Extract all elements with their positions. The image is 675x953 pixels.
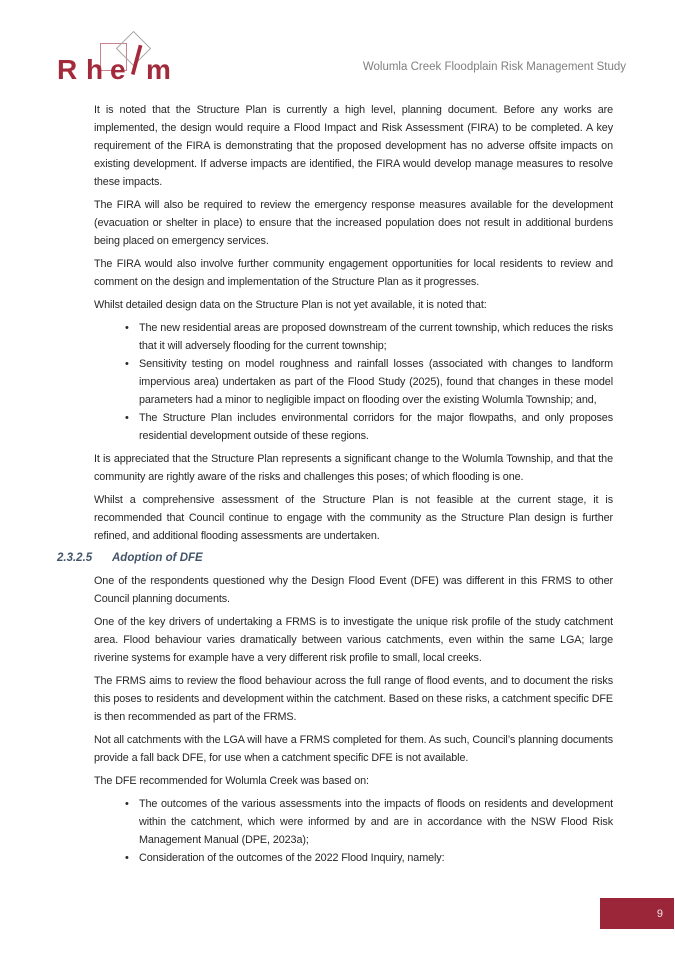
bullet-item: • Consideration of the outcomes of the 2022 Flood Inquiry, namely: [125, 849, 613, 867]
logo-letter-l: l [126, 37, 147, 85]
body-paragraph: Whilst detailed design data on the Structure Plan is not yet available, it is noted that: [94, 299, 487, 311]
body-paragraph: The FIRA would also involve further community engagement opportunities for local residents to review and comment on the design and implementation of the Structure Plan as it progresses. [94, 258, 613, 288]
section-heading-number: 2.3.2.5 [57, 552, 93, 564]
page-number-badge [600, 898, 674, 929]
bullet-item: • The Structure Plan includes environmental corridors for the major flowpaths, and only proposes residential development outside of these regions. [125, 409, 613, 445]
logo-letter-r: R [57, 54, 78, 85]
body-paragraph: The DFE recommended for Wolumla Creek was based on: [94, 775, 369, 787]
rhelm-logo [57, 30, 187, 86]
body-paragraph: One of the respondents questioned why the Design Flood Event (DFE) was different in this FRMS to other Council planning documents. [94, 575, 613, 605]
logo-letter-e: e [110, 54, 126, 85]
bullet-item: • The outcomes of the various assessments into the impacts of floods on residents and development within the catchment, which were informed by and are in accordance with the NSW Flood Risk Management Manual (DPE, 2023a); [125, 795, 613, 849]
bullet-list-structure-plan [94, 319, 613, 445]
body-paragraph: Not all catchments with the LGA will have a FRMS completed for them. As such, Council’s planning documents provide a fall back DFE, for use when a catchment specific DFE is not available. [94, 734, 613, 764]
page-header [57, 30, 626, 86]
logo-letter-h: h [86, 54, 104, 85]
body-paragraph: It is appreciated that the Structure Plan represents a significant change to the Wolumla Township, and that the community are rightly aware of the risks and challenges this poses; of which flooding is one. [94, 453, 613, 483]
body-paragraph: Whilst a comprehensive assessment of the Structure Plan is not feasible at the current stage, it is recommended that Council continue to engage with the community as the Structure Plan design is further refined, and additional flooding assessments are undertaken. [94, 494, 613, 542]
body-paragraph: The FRMS aims to review the flood behaviour across the full range of flood events, and to document the risks this poses to residents and development within the catchment. Based on these risks, a catchment specific DFE is then recommended as part of the FRMS. [94, 675, 613, 723]
body-paragraph: One of the key drivers of undertaking a FRMS is to investigate the unique risk profile of the study catchment area. Flood behaviour varies dramatically between various catchments, even within the same LGA; large riverine systems for example have a very different risk profile to small, local creeks. [94, 616, 613, 664]
document-title: Wolumla Creek Floodplain Risk Management Study [362, 61, 626, 73]
page-number: 9 [656, 907, 663, 920]
bullet-list-dfe [94, 795, 613, 867]
page-content [57, 101, 613, 872]
bullet-item: • Sensitivity testing on model roughness and rainfall losses (associated with changes to landform impervious area) undertaken as part of the Flood Study (2025), found that changes in these model parameters had a minor to negligible impact on flooding over the existing Wolumla Township; and, [125, 355, 613, 409]
body-paragraph: It is noted that the Structure Plan is currently a high level, planning document. Before any works are implemented, the design would require a Flood Impact and Risk Assessment (FIRA) to be completed. A key requirement of the FIRA is demonstrating that the proposed development has no adverse offsite impacts on existing development. If adverse impacts are identified, the FIRA would develop manage measures to resolve these impacts. [94, 104, 613, 188]
body-paragraph: The FIRA will also be required to review the emergency response measures available for the development (evacuation or shelter in place) to ensure that the increased population does not result in additional burdens being placed on emergency services. [94, 199, 613, 247]
section-heading-title: Adoption of DFE [112, 552, 203, 564]
section-heading [57, 550, 613, 567]
logo-letter-m: m [146, 54, 171, 85]
bullet-item: • The new residential areas are proposed downstream of the current township, which reduces the risks that it will adversely flooding for the current township; [125, 319, 613, 355]
